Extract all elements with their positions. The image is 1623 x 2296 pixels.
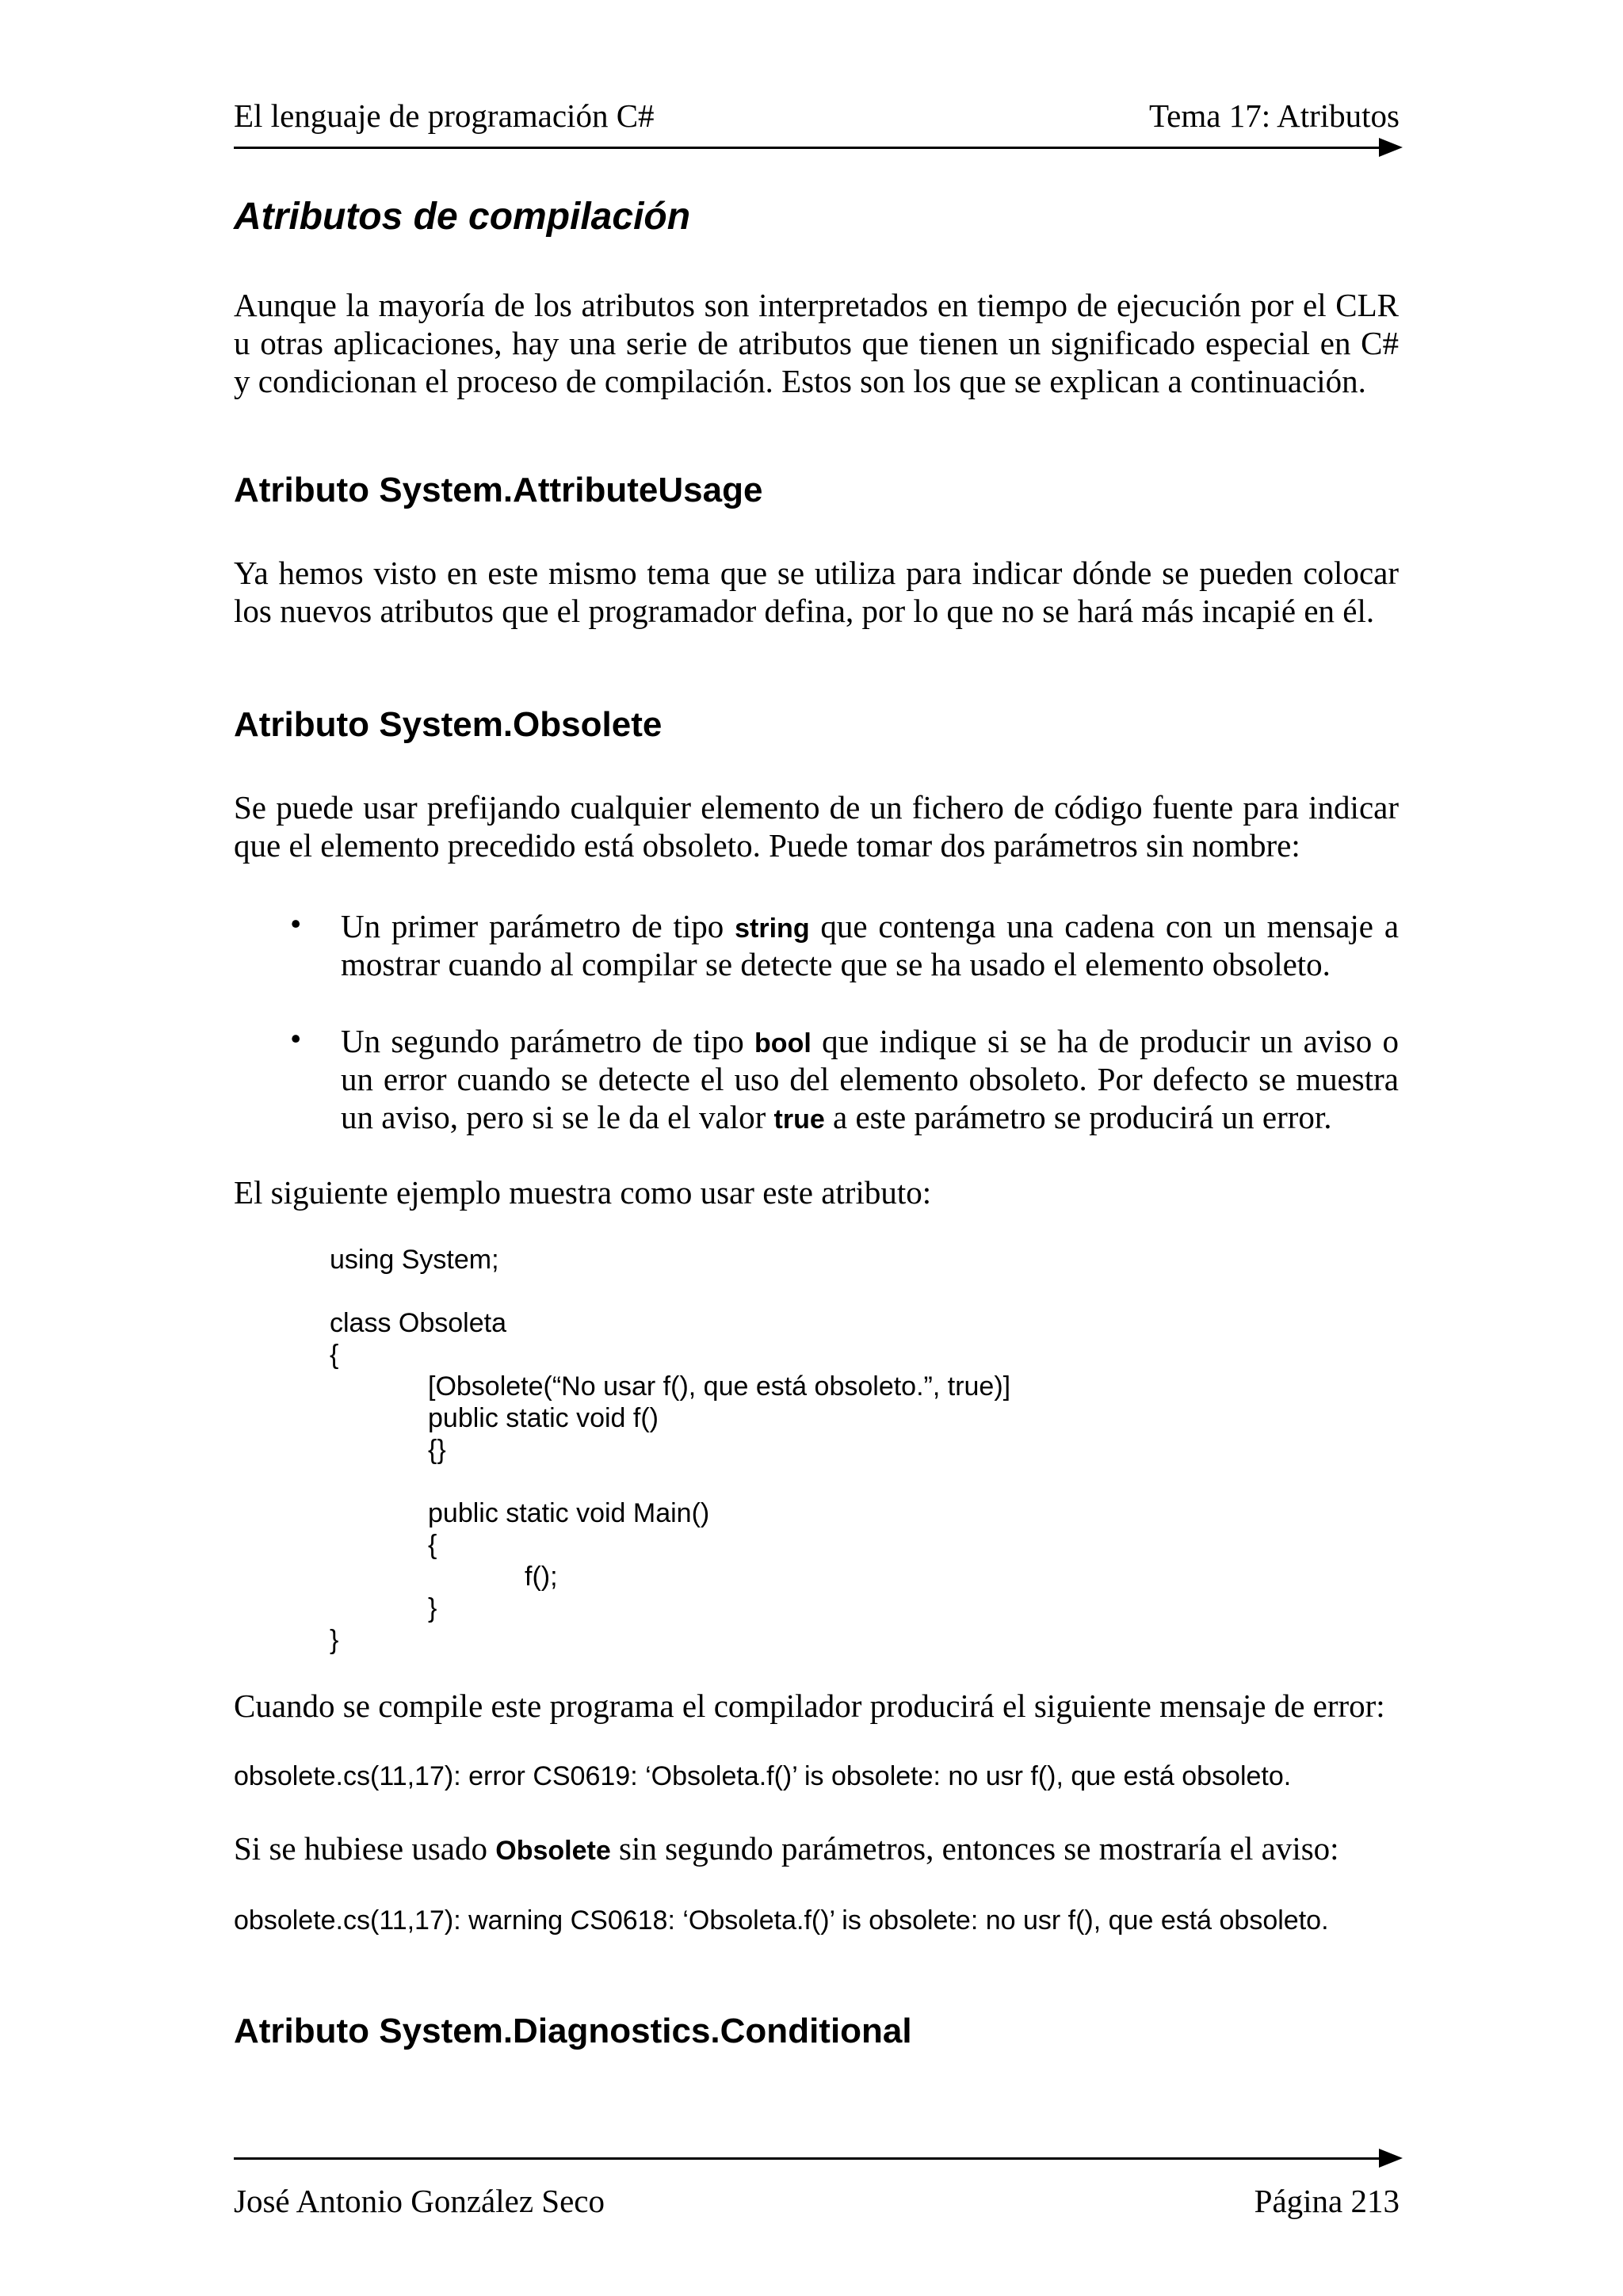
code-close-brace-2: } <box>428 1593 437 1623</box>
header-rule <box>234 147 1381 149</box>
code-close-brace-1: } <box>330 1625 339 1655</box>
header-arrow-icon <box>1379 138 1403 157</box>
compile-text: Cuando se compile este programa el compilador producirá el siguiente mensaje de error: <box>234 1688 1385 1724</box>
bullet-1-line-1: Un primer parámetro de tipo string que contenga una cadena con un mensaje a <box>341 908 1400 944</box>
code-open-brace-1: { <box>330 1340 339 1370</box>
error-output: obsolete.cs(11,17): error CS0619: ‘Obsoleta.f()’ is obsolete: no usr f(), que está obsoleto. <box>234 1761 1292 1791</box>
keyword-string: string <box>735 913 810 944</box>
intro-line-2: u otras aplicaciones, hay una serie de atributos que tienen un significado especial en C# <box>234 325 1399 361</box>
example-intro: El siguiente ejemplo muestra como usar este atributo: <box>234 1174 932 1211</box>
footer-page-number: Página 213 <box>1254 2183 1400 2219</box>
heading-attribute-usage: Atributo System.AttributeUsage <box>234 471 763 509</box>
header-book-title: El lenguaje de programación C# <box>234 97 655 134</box>
bullet-2-line-1: Un segundo parámetro de tipo bool que indique si se ha de producir un aviso o <box>341 1023 1400 1059</box>
code-open-brace-2: { <box>428 1530 437 1560</box>
keyword-obsolete: Obsolete <box>495 1836 611 1866</box>
warning-intro: Si se hubiese usado Obsolete sin segundo parámetros, entonces se mostraría el aviso: <box>234 1830 1339 1867</box>
bullet-1-line-2: mostrar cuando al compilar se detecte que se ha usado el elemento obsoleto. <box>341 946 1331 982</box>
footer-arrow-icon <box>1379 2149 1403 2168</box>
intro-line-3: y condicionan el proceso de compilación. Estos son los que se explican a continuación. <box>234 363 1366 399</box>
code-attribute: [Obsolete(“No usar f(), que está obsoleto.”, true)] <box>428 1371 1011 1402</box>
bullet-1-dot: • <box>290 906 302 942</box>
keyword-bool: bool <box>754 1028 812 1058</box>
attribute-usage-line-1: Ya hemos visto en este mismo tema que se utiliza para indicar dónde se pueden colocar <box>234 555 1399 591</box>
heading-conditional: Atributo System.Diagnostics.Conditional <box>234 2012 912 2050</box>
footer-rule <box>234 2157 1381 2160</box>
header-chapter-title: Tema 17: Atributos <box>1149 97 1400 134</box>
code-main-signature: public static void Main() <box>428 1498 710 1528</box>
bullet-2-line-2: un error cuando se detecte el uso del elemento obsoleto. Por defecto se muestra <box>341 1061 1399 1097</box>
code-using: using System; <box>330 1245 499 1275</box>
code-f-body: {} <box>428 1435 446 1465</box>
code-call-f: f(); <box>525 1562 558 1592</box>
code-class: class Obsoleta <box>330 1308 506 1338</box>
obsolete-line-2: que el elemento precedido está obsoleto. Puede tomar dos parámetros sin nombre: <box>234 827 1300 864</box>
section-title: Atributos de compilación <box>234 196 691 238</box>
intro-line-1: Aunque la mayoría de los atributos son interpretados en tiempo de ejecución por el CLR <box>234 287 1399 323</box>
bullet-2-line-3: un aviso, pero si se le da el valor true a este parámetro se producirá un error. <box>341 1099 1332 1135</box>
heading-obsolete: Atributo System.Obsolete <box>234 705 663 744</box>
warning-output: obsolete.cs(11,17): warning CS0618: ‘Obsoleta.f()’ is obsolete: no usr f(), que está obsoleto. <box>234 1905 1329 1936</box>
obsolete-line-1: Se puede usar prefijando cualquier elemento de un fichero de código fuente para indicar <box>234 789 1399 826</box>
footer-author: José Antonio González Seco <box>234 2183 605 2219</box>
attribute-usage-line-2: los nuevos atributos que el programador defina, por lo que no se hará más incapié en él. <box>234 593 1375 629</box>
bullet-2-dot: • <box>290 1020 302 1057</box>
code-f-signature: public static void f() <box>428 1403 659 1433</box>
keyword-true: true <box>773 1104 825 1135</box>
